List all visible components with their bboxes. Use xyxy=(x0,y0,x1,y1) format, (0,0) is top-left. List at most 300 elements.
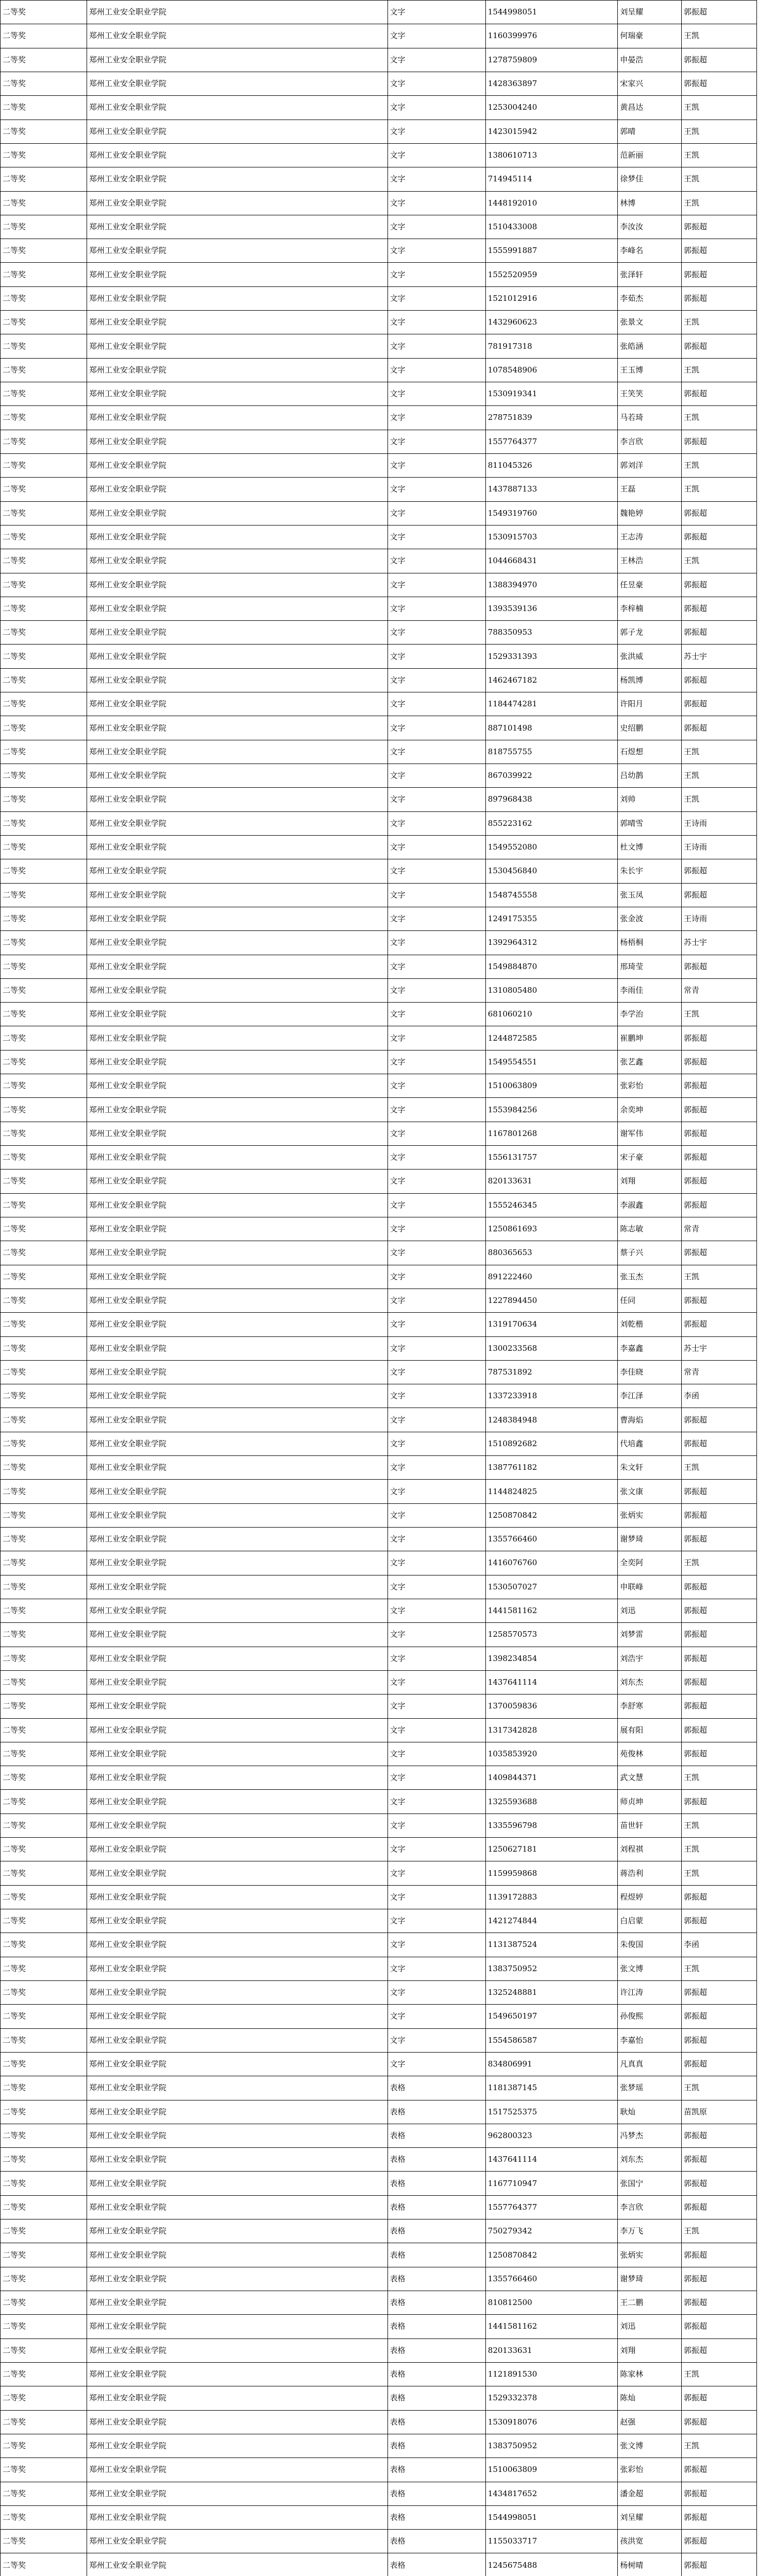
id-cell[interactable]: 1448192010 xyxy=(485,191,617,215)
id-cell[interactable]: 1555991887 xyxy=(485,239,617,263)
award-cell[interactable]: 二等奖 xyxy=(1,239,87,263)
teacher-cell[interactable]: 王凯 xyxy=(682,1456,757,1480)
table-row[interactable] xyxy=(1,1503,757,1527)
table-row[interactable] xyxy=(1,453,757,477)
table-row[interactable] xyxy=(1,1933,757,1957)
id-cell[interactable]: 1510063809 xyxy=(485,2458,617,2482)
table-row[interactable] xyxy=(1,1790,757,1814)
id-cell[interactable]: 1437641114 xyxy=(485,1670,617,1694)
id-cell[interactable]: 1434817652 xyxy=(485,2482,617,2505)
table-row[interactable] xyxy=(1,692,757,716)
student-cell[interactable]: 任昱豪 xyxy=(618,573,682,597)
teacher-cell[interactable]: 王凯 xyxy=(682,1861,757,1885)
teacher-cell[interactable]: 苏士宇 xyxy=(682,1336,757,1360)
id-cell[interactable]: 1139172883 xyxy=(485,1885,617,1909)
award-cell[interactable]: 二等奖 xyxy=(1,406,87,430)
id-cell[interactable]: 1462467182 xyxy=(485,668,617,692)
school-cell[interactable]: 郑州工业安全职业学院 xyxy=(87,1098,388,1122)
award-cell[interactable]: 二等奖 xyxy=(1,740,87,764)
table-row[interactable] xyxy=(1,143,757,167)
id-cell[interactable]: 1387761182 xyxy=(485,1456,617,1480)
school-cell[interactable]: 郑州工业安全职业学院 xyxy=(87,215,388,239)
category-cell[interactable]: 文字 xyxy=(388,1742,485,1766)
school-cell[interactable]: 郑州工业安全职业学院 xyxy=(87,2530,388,2553)
award-cell[interactable]: 二等奖 xyxy=(1,430,87,453)
table-row[interactable] xyxy=(1,1003,757,1026)
teacher-cell[interactable]: 常青 xyxy=(682,978,757,1002)
id-cell[interactable]: 1544998051 xyxy=(485,1,617,24)
teacher-cell[interactable]: 王凯 xyxy=(682,1003,757,1026)
school-cell[interactable]: 郑州工业安全职业学院 xyxy=(87,1170,388,1193)
student-cell[interactable]: 李嘉怡 xyxy=(618,2028,682,2052)
category-cell[interactable]: 文字 xyxy=(388,1074,485,1098)
student-cell[interactable]: 刘迅 xyxy=(618,2315,682,2338)
student-cell[interactable]: 武文慧 xyxy=(618,1766,682,1790)
school-cell[interactable]: 郑州工业安全职业学院 xyxy=(87,2458,388,2482)
student-cell[interactable]: 谢军伟 xyxy=(618,1122,682,1145)
school-cell[interactable]: 郑州工业安全职业学院 xyxy=(87,1599,388,1622)
table-row[interactable] xyxy=(1,358,757,382)
category-cell[interactable]: 文字 xyxy=(388,1193,485,1217)
category-cell[interactable]: 文字 xyxy=(388,1670,485,1694)
id-cell[interactable]: 1530507027 xyxy=(485,1575,617,1599)
student-cell[interactable]: 史绍鹏 xyxy=(618,716,682,740)
id-cell[interactable]: 750279342 xyxy=(485,2219,617,2243)
school-cell[interactable]: 郑州工业安全职业学院 xyxy=(87,1432,388,1455)
id-cell[interactable]: 1549319760 xyxy=(485,501,617,525)
table-row[interactable] xyxy=(1,2553,757,2576)
teacher-cell[interactable]: 王凯 xyxy=(682,549,757,573)
teacher-cell[interactable]: 郭振超 xyxy=(682,382,757,406)
id-cell[interactable]: 820133631 xyxy=(485,1170,617,1193)
student-cell[interactable]: 王笑笑 xyxy=(618,382,682,406)
school-cell[interactable]: 郑州工业安全职业学院 xyxy=(87,1957,388,1980)
table-row[interactable] xyxy=(1,1026,757,1050)
table-row[interactable] xyxy=(1,1336,757,1360)
category-cell[interactable]: 表格 xyxy=(388,2505,485,2529)
id-cell[interactable]: 1319170634 xyxy=(485,1313,617,1336)
table-row[interactable] xyxy=(1,1980,757,2004)
teacher-cell[interactable]: 常青 xyxy=(682,1217,757,1241)
category-cell[interactable]: 表格 xyxy=(388,2434,485,2458)
teacher-cell[interactable]: 王凯 xyxy=(682,1265,757,1289)
award-cell[interactable]: 二等奖 xyxy=(1,2482,87,2505)
school-cell[interactable]: 郑州工业安全职业学院 xyxy=(87,2195,388,2219)
school-cell[interactable]: 郑州工业安全职业学院 xyxy=(87,1503,388,1527)
student-cell[interactable]: 张金波 xyxy=(618,907,682,930)
category-cell[interactable]: 文字 xyxy=(388,1718,485,1742)
award-cell[interactable]: 二等奖 xyxy=(1,263,87,286)
category-cell[interactable]: 文字 xyxy=(388,597,485,620)
table-row[interactable] xyxy=(1,835,757,859)
category-cell[interactable]: 文字 xyxy=(388,645,485,668)
award-cell[interactable]: 二等奖 xyxy=(1,788,87,811)
id-cell[interactable]: 1548745558 xyxy=(485,883,617,907)
category-cell[interactable]: 文字 xyxy=(388,1933,485,1957)
student-cell[interactable]: 李学治 xyxy=(618,1003,682,1026)
table-row[interactable] xyxy=(1,525,757,549)
school-cell[interactable]: 郑州工业安全职业学院 xyxy=(87,645,388,668)
teacher-cell[interactable]: 王凯 xyxy=(682,24,757,48)
student-cell[interactable]: 魏艳婷 xyxy=(618,501,682,525)
category-cell[interactable]: 表格 xyxy=(388,2315,485,2338)
id-cell[interactable]: 1167801268 xyxy=(485,1122,617,1145)
table-row[interactable] xyxy=(1,24,757,48)
table-row[interactable] xyxy=(1,1647,757,1670)
teacher-cell[interactable]: 王凯 xyxy=(682,406,757,430)
table-row[interactable] xyxy=(1,1599,757,1622)
teacher-cell[interactable]: 郭振超 xyxy=(682,883,757,907)
category-cell[interactable]: 文字 xyxy=(388,1551,485,1575)
teacher-cell[interactable]: 郭振超 xyxy=(682,955,757,978)
award-cell[interactable]: 二等奖 xyxy=(1,1456,87,1480)
id-cell[interactable]: 1421274844 xyxy=(485,1909,617,1933)
student-cell[interactable]: 张炳实 xyxy=(618,2243,682,2267)
school-cell[interactable]: 郑州工业安全职业学院 xyxy=(87,1217,388,1241)
teacher-cell[interactable]: 郭振超 xyxy=(682,1122,757,1145)
award-cell[interactable]: 二等奖 xyxy=(1,334,87,358)
table-row[interactable] xyxy=(1,573,757,597)
table-row[interactable] xyxy=(1,549,757,573)
table-row[interactable] xyxy=(1,2172,757,2195)
category-cell[interactable]: 文字 xyxy=(388,1170,485,1193)
id-cell[interactable]: 1155033717 xyxy=(485,2530,617,2553)
student-cell[interactable]: 杨梧桐 xyxy=(618,931,682,955)
id-cell[interactable]: 1035853920 xyxy=(485,1742,617,1766)
award-cell[interactable]: 二等奖 xyxy=(1,1384,87,1408)
school-cell[interactable]: 郑州工业安全职业学院 xyxy=(87,1313,388,1336)
id-cell[interactable]: 1355766460 xyxy=(485,2267,617,2291)
teacher-cell[interactable]: 郭振超 xyxy=(682,1790,757,1814)
category-cell[interactable]: 表格 xyxy=(388,2291,485,2315)
student-cell[interactable]: 李梓楠 xyxy=(618,597,682,620)
teacher-cell[interactable]: 郭振超 xyxy=(682,2005,757,2028)
category-cell[interactable]: 文字 xyxy=(388,1623,485,1647)
id-cell[interactable]: 1530919341 xyxy=(485,382,617,406)
award-cell[interactable]: 二等奖 xyxy=(1,1980,87,2004)
teacher-cell[interactable]: 郭振超 xyxy=(682,1098,757,1122)
teacher-cell[interactable]: 郭振超 xyxy=(682,2172,757,2195)
student-cell[interactable]: 范新丽 xyxy=(618,143,682,167)
id-cell[interactable]: 1392964312 xyxy=(485,931,617,955)
table-row[interactable] xyxy=(1,2052,757,2076)
table-row[interactable] xyxy=(1,239,757,263)
table-row[interactable] xyxy=(1,1885,757,1909)
student-cell[interactable]: 张玉凤 xyxy=(618,883,682,907)
award-cell[interactable]: 二等奖 xyxy=(1,1026,87,1050)
teacher-cell[interactable]: 郭振超 xyxy=(682,1193,757,1217)
award-cell[interactable]: 二等奖 xyxy=(1,1408,87,1432)
school-cell[interactable]: 郑州工业安全职业学院 xyxy=(87,239,388,263)
award-cell[interactable]: 二等奖 xyxy=(1,1193,87,1217)
category-cell[interactable]: 文字 xyxy=(388,167,485,191)
school-cell[interactable]: 郑州工业安全职业学院 xyxy=(87,740,388,764)
student-cell[interactable]: 刘浩宇 xyxy=(618,1647,682,1670)
id-cell[interactable]: 1258570573 xyxy=(485,1623,617,1647)
category-cell[interactable]: 文字 xyxy=(388,1957,485,1980)
student-cell[interactable]: 申晏浩 xyxy=(618,48,682,72)
table-row[interactable] xyxy=(1,1,757,24)
award-cell[interactable]: 二等奖 xyxy=(1,1551,87,1575)
category-cell[interactable]: 文字 xyxy=(388,501,485,525)
id-cell[interactable]: 1184474281 xyxy=(485,692,617,716)
award-cell[interactable]: 二等奖 xyxy=(1,2291,87,2315)
teacher-cell[interactable]: 王凯 xyxy=(682,191,757,215)
award-cell[interactable]: 二等奖 xyxy=(1,1647,87,1670)
category-cell[interactable]: 文字 xyxy=(388,1456,485,1480)
table-row[interactable] xyxy=(1,382,757,406)
table-row[interactable] xyxy=(1,1766,757,1790)
category-cell[interactable]: 文字 xyxy=(388,1599,485,1622)
category-cell[interactable]: 文字 xyxy=(388,24,485,48)
table-row[interactable] xyxy=(1,645,757,668)
id-cell[interactable]: 1530456840 xyxy=(485,859,617,883)
school-cell[interactable]: 郑州工业安全职业学院 xyxy=(87,1551,388,1575)
teacher-cell[interactable]: 王凯 xyxy=(682,2362,757,2386)
award-cell[interactable]: 二等奖 xyxy=(1,1742,87,1766)
student-cell[interactable]: 程煜婷 xyxy=(618,1885,682,1909)
student-cell[interactable]: 陈志敏 xyxy=(618,1217,682,1241)
award-cell[interactable]: 二等奖 xyxy=(1,191,87,215)
school-cell[interactable]: 郑州工业安全职业学院 xyxy=(87,72,388,95)
award-cell[interactable]: 二等奖 xyxy=(1,1503,87,1527)
school-cell[interactable]: 郑州工业安全职业学院 xyxy=(87,48,388,72)
school-cell[interactable]: 郑州工业安全职业学院 xyxy=(87,2553,388,2576)
id-cell[interactable]: 811045326 xyxy=(485,453,617,477)
student-cell[interactable]: 全奕阿 xyxy=(618,1551,682,1575)
table-row[interactable] xyxy=(1,1050,757,1074)
id-cell[interactable]: 1325593688 xyxy=(485,1790,617,1814)
category-cell[interactable]: 文字 xyxy=(388,1647,485,1670)
student-cell[interactable]: 张文博 xyxy=(618,2434,682,2458)
category-cell[interactable]: 文字 xyxy=(388,978,485,1002)
award-cell[interactable]: 二等奖 xyxy=(1,1170,87,1193)
award-cell[interactable]: 二等奖 xyxy=(1,1122,87,1145)
teacher-cell[interactable]: 郭振超 xyxy=(682,1670,757,1694)
teacher-cell[interactable]: 常青 xyxy=(682,1360,757,1384)
student-cell[interactable]: 苑俊林 xyxy=(618,1742,682,1766)
table-row[interactable] xyxy=(1,286,757,310)
id-cell[interactable]: 1355766460 xyxy=(485,1528,617,1551)
student-cell[interactable]: 张玉杰 xyxy=(618,1265,682,1289)
school-cell[interactable]: 郑州工业安全职业学院 xyxy=(87,978,388,1002)
id-cell[interactable]: 1510063809 xyxy=(485,1074,617,1098)
category-cell[interactable]: 文字 xyxy=(388,1861,485,1885)
award-cell[interactable]: 二等奖 xyxy=(1,2505,87,2529)
table-row[interactable] xyxy=(1,2100,757,2124)
student-cell[interactable]: 张文康 xyxy=(618,1480,682,1503)
table-row[interactable] xyxy=(1,215,757,239)
student-cell[interactable]: 李江泽 xyxy=(618,1384,682,1408)
category-cell[interactable]: 文字 xyxy=(388,1814,485,1837)
category-cell[interactable]: 文字 xyxy=(388,1694,485,1718)
award-cell[interactable]: 二等奖 xyxy=(1,1003,87,1026)
id-cell[interactable]: 1544998051 xyxy=(485,2505,617,2529)
school-cell[interactable]: 郑州工业安全职业学院 xyxy=(87,1670,388,1694)
teacher-cell[interactable]: 郭振超 xyxy=(682,1146,757,1170)
school-cell[interactable]: 郑州工业安全职业学院 xyxy=(87,1384,388,1408)
student-cell[interactable]: 蔡子兴 xyxy=(618,1241,682,1265)
category-cell[interactable]: 文字 xyxy=(388,668,485,692)
teacher-cell[interactable]: 郭振超 xyxy=(682,1909,757,1933)
id-cell[interactable]: 1380610713 xyxy=(485,143,617,167)
table-row[interactable] xyxy=(1,931,757,955)
table-row[interactable] xyxy=(1,2505,757,2529)
category-cell[interactable]: 文字 xyxy=(388,883,485,907)
school-cell[interactable]: 郑州工业安全职业学院 xyxy=(87,1790,388,1814)
school-cell[interactable]: 郑州工业安全职业学院 xyxy=(87,334,388,358)
table-row[interactable] xyxy=(1,955,757,978)
table-row[interactable] xyxy=(1,1289,757,1312)
teacher-cell[interactable]: 王凯 xyxy=(682,453,757,477)
award-cell[interactable]: 二等奖 xyxy=(1,96,87,120)
category-cell[interactable]: 文字 xyxy=(388,311,485,334)
teacher-cell[interactable]: 郭振超 xyxy=(682,286,757,310)
category-cell[interactable]: 文字 xyxy=(388,358,485,382)
student-cell[interactable]: 朱俊国 xyxy=(618,1933,682,1957)
id-cell[interactable]: 1437641114 xyxy=(485,2148,617,2172)
school-cell[interactable]: 郑州工业安全职业学院 xyxy=(87,1528,388,1551)
award-cell[interactable]: 二等奖 xyxy=(1,2219,87,2243)
teacher-cell[interactable]: 郭振超 xyxy=(682,2410,757,2434)
table-row[interactable] xyxy=(1,859,757,883)
category-cell[interactable]: 表格 xyxy=(388,2410,485,2434)
school-cell[interactable]: 郑州工业安全职业学院 xyxy=(87,1241,388,1265)
award-cell[interactable]: 二等奖 xyxy=(1,1098,87,1122)
student-cell[interactable]: 马若琦 xyxy=(618,406,682,430)
category-cell[interactable]: 文字 xyxy=(388,1528,485,1551)
student-cell[interactable]: 李舒寒 xyxy=(618,1694,682,1718)
award-cell[interactable]: 二等奖 xyxy=(1,2338,87,2362)
student-cell[interactable]: 李峰名 xyxy=(618,239,682,263)
student-cell[interactable]: 代培鑫 xyxy=(618,1432,682,1455)
award-cell[interactable]: 二等奖 xyxy=(1,1217,87,1241)
id-cell[interactable]: 1530915703 xyxy=(485,525,617,549)
award-cell[interactable]: 二等奖 xyxy=(1,525,87,549)
award-cell[interactable]: 二等奖 xyxy=(1,597,87,620)
student-cell[interactable]: 宋子豪 xyxy=(618,1146,682,1170)
id-cell[interactable]: 1227894450 xyxy=(485,1289,617,1312)
teacher-cell[interactable]: 郭振超 xyxy=(682,2028,757,2052)
id-cell[interactable]: 818755755 xyxy=(485,740,617,764)
table-row[interactable] xyxy=(1,501,757,525)
table-row[interactable] xyxy=(1,2386,757,2410)
school-cell[interactable]: 郑州工业安全职业学院 xyxy=(87,692,388,716)
table-row[interactable] xyxy=(1,48,757,72)
school-cell[interactable]: 郑州工业安全职业学院 xyxy=(87,597,388,620)
table-row[interactable] xyxy=(1,1098,757,1122)
id-cell[interactable]: 897968438 xyxy=(485,788,617,811)
award-cell[interactable]: 二等奖 xyxy=(1,48,87,72)
teacher-cell[interactable]: 王凯 xyxy=(682,2434,757,2458)
award-cell[interactable]: 二等奖 xyxy=(1,2148,87,2172)
teacher-cell[interactable]: 王凯 xyxy=(682,96,757,120)
id-cell[interactable]: 1510892682 xyxy=(485,1432,617,1455)
id-cell[interactable]: 1078548906 xyxy=(485,358,617,382)
teacher-cell[interactable]: 郭振超 xyxy=(682,1074,757,1098)
student-cell[interactable]: 苗世轩 xyxy=(618,1814,682,1837)
award-cell[interactable]: 二等奖 xyxy=(1,1432,87,1455)
student-cell[interactable]: 刘迅 xyxy=(618,1599,682,1622)
category-cell[interactable]: 文字 xyxy=(388,1003,485,1026)
award-cell[interactable]: 二等奖 xyxy=(1,2458,87,2482)
id-cell[interactable]: 714945114 xyxy=(485,167,617,191)
teacher-cell[interactable]: 郭振超 xyxy=(682,215,757,239)
student-cell[interactable]: 郭刘洋 xyxy=(618,453,682,477)
category-cell[interactable]: 文字 xyxy=(388,1480,485,1503)
teacher-cell[interactable]: 郭振超 xyxy=(682,2195,757,2219)
category-cell[interactable]: 文字 xyxy=(388,931,485,955)
award-cell[interactable]: 二等奖 xyxy=(1,1050,87,1074)
id-cell[interactable]: 1248384948 xyxy=(485,1408,617,1432)
student-cell[interactable]: 陈家林 xyxy=(618,2362,682,2386)
id-cell[interactable]: 891222460 xyxy=(485,1265,617,1289)
award-cell[interactable]: 二等奖 xyxy=(1,859,87,883)
student-cell[interactable]: 刘帅 xyxy=(618,788,682,811)
table-row[interactable] xyxy=(1,2028,757,2052)
id-cell[interactable]: 1441581162 xyxy=(485,2315,617,2338)
table-row[interactable] xyxy=(1,2291,757,2315)
award-cell[interactable]: 二等奖 xyxy=(1,1670,87,1694)
award-cell[interactable]: 二等奖 xyxy=(1,2005,87,2028)
teacher-cell[interactable]: 王凯 xyxy=(682,478,757,501)
category-cell[interactable]: 文字 xyxy=(388,2028,485,2052)
award-cell[interactable]: 二等奖 xyxy=(1,2434,87,2458)
category-cell[interactable]: 表格 xyxy=(388,2124,485,2147)
school-cell[interactable]: 郑州工业安全职业学院 xyxy=(87,2482,388,2505)
table-row[interactable] xyxy=(1,1170,757,1193)
teacher-cell[interactable]: 郭振超 xyxy=(682,1980,757,2004)
id-cell[interactable]: 1317342828 xyxy=(485,1718,617,1742)
award-cell[interactable]: 二等奖 xyxy=(1,764,87,788)
id-cell[interactable]: 1250627181 xyxy=(485,1838,617,1861)
category-cell[interactable]: 文字 xyxy=(388,573,485,597)
category-cell[interactable]: 文字 xyxy=(388,955,485,978)
id-cell[interactable]: 1555246345 xyxy=(485,1193,617,1217)
teacher-cell[interactable]: 郭振超 xyxy=(682,1694,757,1718)
table-row[interactable] xyxy=(1,430,757,453)
id-cell[interactable]: 1121891530 xyxy=(485,2362,617,2386)
award-cell[interactable]: 二等奖 xyxy=(1,2052,87,2076)
student-cell[interactable]: 陈灿 xyxy=(618,2386,682,2410)
school-cell[interactable]: 郑州工业安全职业学院 xyxy=(87,2219,388,2243)
award-cell[interactable]: 二等奖 xyxy=(1,1,87,24)
teacher-cell[interactable]: 郭振超 xyxy=(682,2315,757,2338)
teacher-cell[interactable]: 王凯 xyxy=(682,167,757,191)
student-cell[interactable]: 朱文轩 xyxy=(618,1456,682,1480)
id-cell[interactable]: 1325248881 xyxy=(485,1980,617,2004)
id-cell[interactable]: 887101498 xyxy=(485,716,617,740)
category-cell[interactable]: 表格 xyxy=(388,2482,485,2505)
teacher-cell[interactable]: 郭振超 xyxy=(682,2553,757,2576)
table-row[interactable] xyxy=(1,1193,757,1217)
category-cell[interactable]: 文字 xyxy=(388,788,485,811)
award-cell[interactable]: 二等奖 xyxy=(1,1694,87,1718)
table-row[interactable] xyxy=(1,1551,757,1575)
table-row[interactable] xyxy=(1,597,757,620)
student-cell[interactable]: 李言欣 xyxy=(618,2195,682,2219)
table-row[interactable] xyxy=(1,1408,757,1432)
category-cell[interactable]: 文字 xyxy=(388,430,485,453)
id-cell[interactable]: 787531892 xyxy=(485,1360,617,1384)
table-row[interactable] xyxy=(1,1861,757,1885)
category-cell[interactable]: 表格 xyxy=(388,2100,485,2124)
student-cell[interactable]: 申联峰 xyxy=(618,1575,682,1599)
award-cell[interactable]: 二等奖 xyxy=(1,358,87,382)
table-row[interactable] xyxy=(1,1957,757,1980)
teacher-cell[interactable]: 王诗雨 xyxy=(682,835,757,859)
student-cell[interactable]: 张文博 xyxy=(618,1957,682,1980)
